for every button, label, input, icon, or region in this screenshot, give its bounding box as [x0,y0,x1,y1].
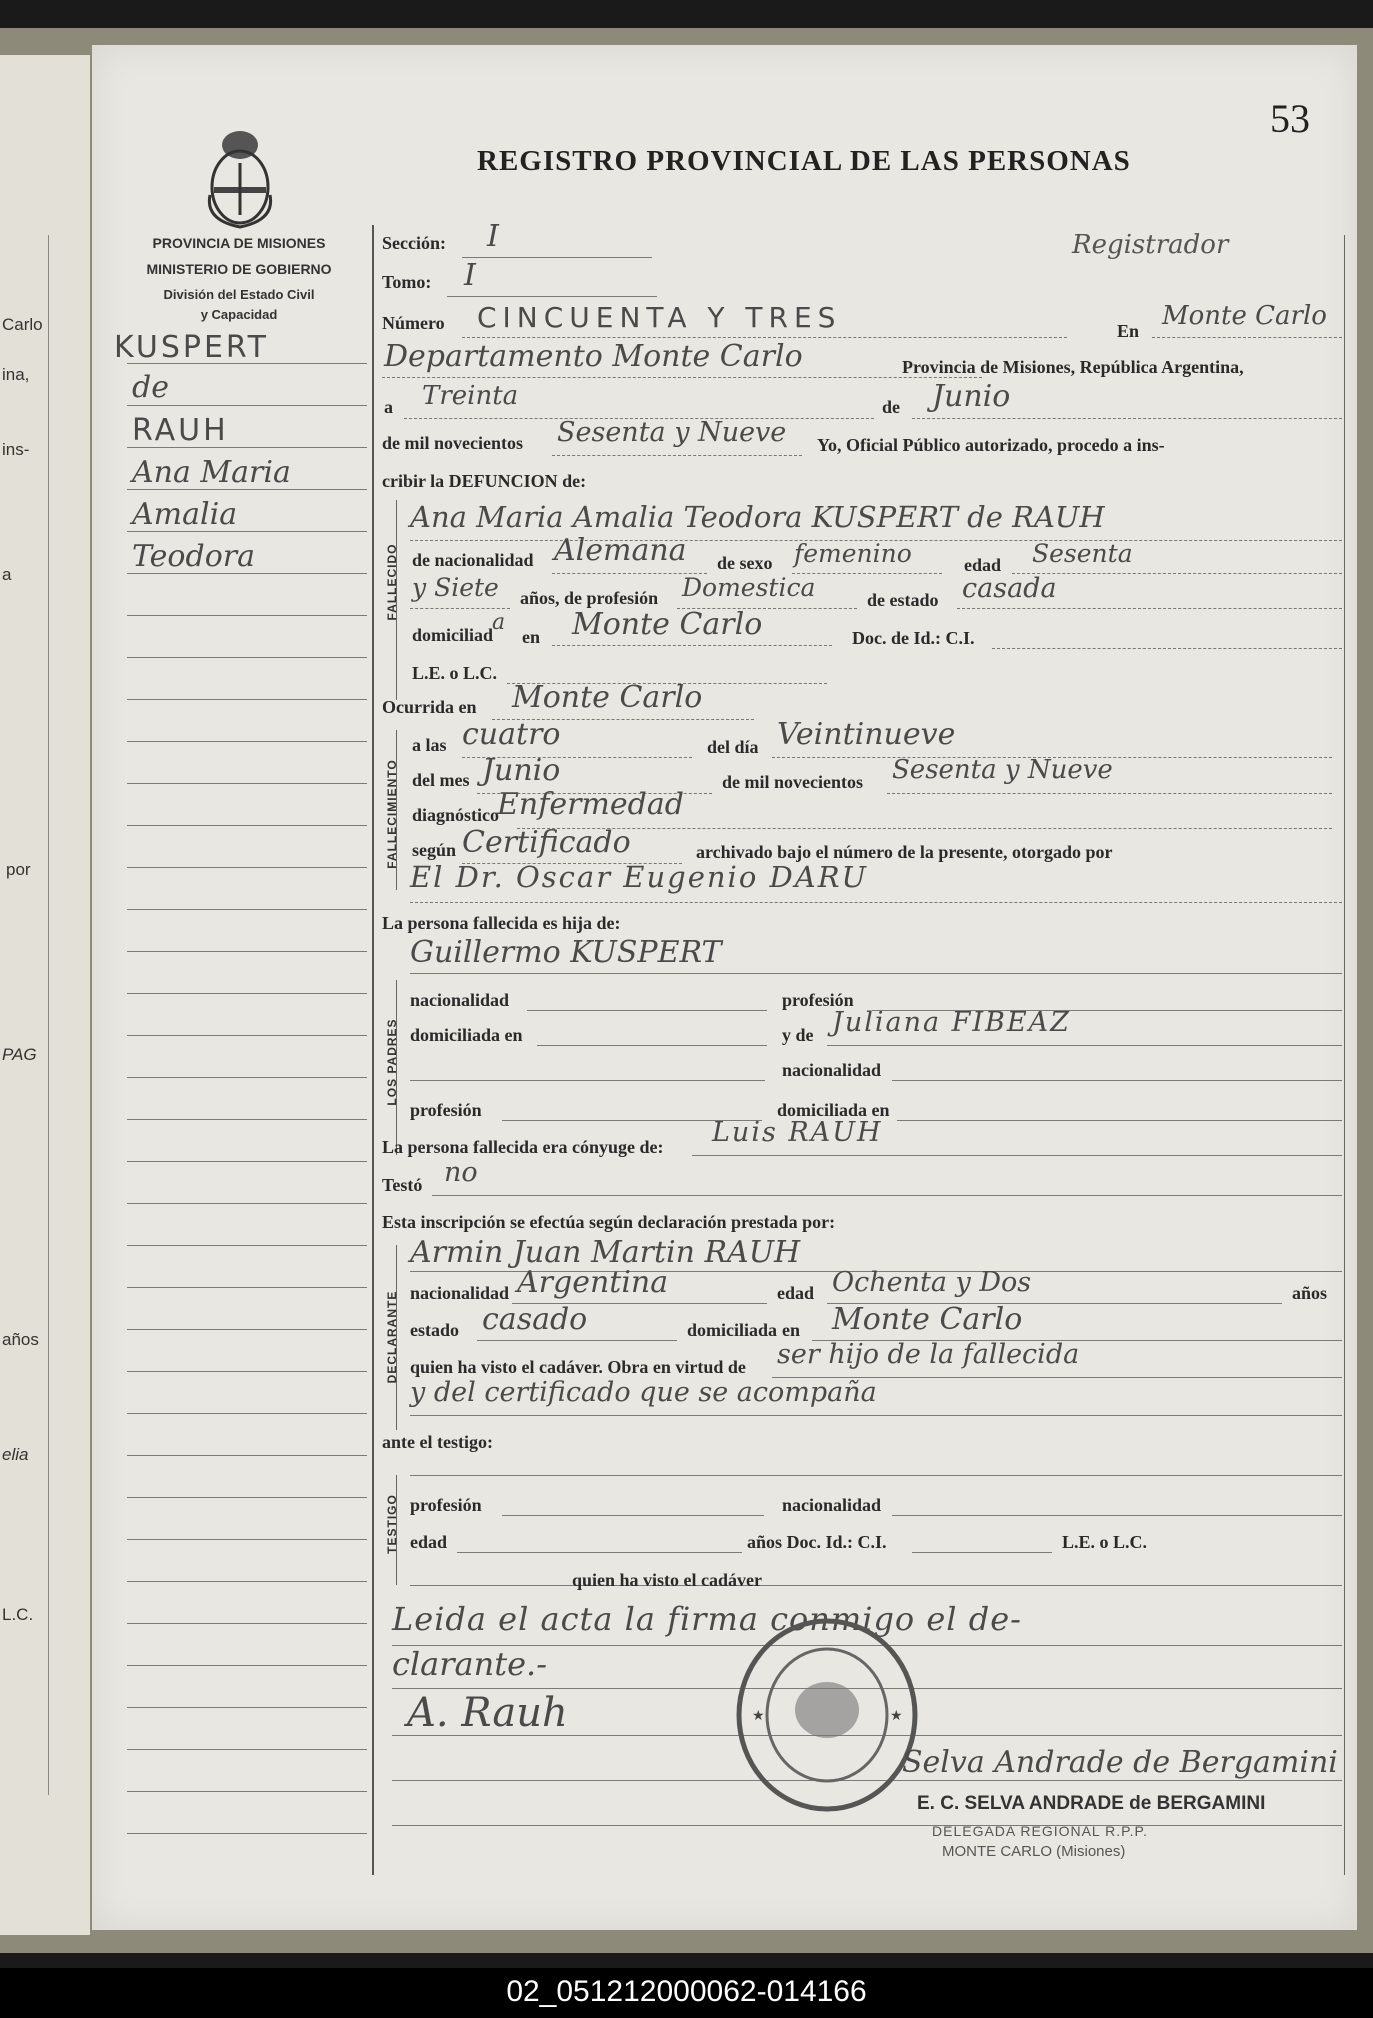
label-declarante-estado: estado [410,1320,459,1340]
margin-rule [127,1329,367,1330]
line-declarante-estado [477,1340,677,1341]
fragment-5: por [6,860,31,879]
margin-rule [127,447,367,448]
label-en2: en [522,627,540,647]
margin-rule [127,1581,367,1582]
side-label-testigo: TESTIGO [385,1494,399,1554]
line-madre [827,1045,1342,1046]
fragment-8: elia [2,1445,29,1464]
line-firma-3 [392,1825,1342,1826]
margin-rule [127,1203,367,1204]
line-en [1152,337,1342,338]
line-domicilio [552,645,832,646]
fragment-3: ins- [2,440,30,459]
line-testigo-doc [912,1552,1052,1553]
fragment-2: ina, [2,365,30,384]
fragment-6: PAG [2,1045,37,1064]
value-domicilio: Monte Carlo [572,607,763,642]
register-page [92,45,1357,1930]
margin-given-2: Amalia [132,497,238,532]
line-padre [410,973,1342,974]
margin-rule [127,1287,367,1288]
margin-rule [127,1455,367,1456]
margin-rule [127,783,367,784]
line-testo [432,1195,1342,1196]
label-tomo: Tomo: [382,272,432,292]
side-label-declarante: DECLARANTE [385,1290,399,1384]
label-declarante-anos: años [1292,1283,1328,1303]
value-declarante: Armin Juan Martin RAUH [410,1235,801,1270]
svg-text:★: ★ [890,1708,903,1724]
margin-rule [127,1035,367,1036]
line-obra-2 [410,1415,1342,1416]
margin-rule [127,1707,367,1708]
label-y-de: y de [782,1025,814,1045]
declarant-signature: A. Rauh [407,1690,568,1736]
division-line-2: y Capacidad [200,307,278,322]
margin-rule [127,1539,367,1540]
value-conyuge: Luis RAUH [712,1117,883,1148]
line-anio-2 [887,793,1332,794]
margin-given-1: Ana Maria [132,455,291,490]
margin-rule [127,363,367,364]
margin-rule [127,825,367,826]
value-anio-2: Sesenta y Nueve [892,755,1113,785]
left-page-rule [48,235,49,1795]
label-yo-oficial: Yo, Oficial Público autorizado, procedo a ins- [817,435,1165,455]
label-profesion: años, de profesión [520,588,659,608]
line-numero [462,337,1067,338]
side-label-fallecido: FALLECIDO [385,543,399,621]
value-padre: Guillermo KUSPERT [410,935,722,970]
value-departamento: Departamento Monte Carlo [384,339,803,374]
label-madre-nacionalidad: nacionalidad [782,1060,882,1080]
label-testigo-profesion: profesión [410,1495,482,1515]
svg-text:★: ★ [752,1708,765,1724]
value-madre: Juliana FIBEAZ [832,1007,1071,1038]
value-nacionalidad: Alemana [554,533,687,568]
division-line-1: División del Estado Civil [163,287,315,302]
margin-rauh: RAUH [132,413,229,448]
line-otorgado [410,902,1342,903]
label-domiciliad: domiciliad [412,625,494,645]
value-otorgado: El Dr. Oscar Eugenio DARU [410,860,868,894]
coat-of-arms-icon [200,125,280,240]
label-en: En [1117,321,1140,341]
line-edad-2 [410,608,510,609]
margin-rule [127,615,367,616]
margin-rule [127,993,367,994]
value-testo: no [444,1157,478,1188]
margin-rule [127,1665,367,1666]
margin-rule [127,573,367,574]
value-a: Treinta [422,381,519,411]
label-de-mil: de mil novecientos [382,433,523,453]
margin-rule [127,699,367,700]
line-padres-extra [410,1080,765,1081]
page-number: 53 [1270,96,1310,141]
label-testigo-edad: edad [410,1532,448,1552]
margin-rule [127,1119,367,1120]
side-label-fallecimiento: FALLECIMIENTO [385,759,399,869]
line-edad [1012,573,1342,574]
label-edad: edad [964,555,1002,575]
value-tomo: I [464,258,476,293]
margin-given-3: Teodora [132,539,255,574]
value-declarante-domicilio: Monte Carlo [832,1302,1023,1337]
margin-rule [127,909,367,910]
label-testo: Testó [382,1175,423,1195]
official-signature: Selva Andrade de Bergamini [902,1745,1338,1780]
line-estado [957,608,1342,609]
margin-rule [127,1413,367,1414]
fragment-4: a [2,565,12,584]
line-doc-id [992,648,1342,649]
label-declarante-en: en [782,1320,800,1340]
margin-rule [127,1749,367,1750]
fragment-7: años [2,1330,39,1349]
label-ante-testigo: ante el testigo: [382,1432,493,1452]
label-de-mil-2: de mil novecientos [722,772,863,792]
value-nombre: Ana Maria Amalia Teodora KUSPERT de RAUH [410,500,1105,534]
value-lectura-1: Leida el acta la firma conmigo el de- [392,1600,1022,1638]
value-declarante-estado: casado [482,1302,588,1337]
line-seccion [462,257,652,258]
value-obra-2: y del certificado que se acompaña [410,1377,877,1408]
label-inscribir: cribir la DEFUNCION de: [382,471,587,491]
fragment-1: Carlo [2,315,43,334]
page-title: REGISTRO PROVINCIAL DE LAS PERSONAS [477,145,1131,177]
label-dia: del día [707,737,759,757]
official-seal-icon [732,1615,922,1820]
previous-page-edge [0,55,90,1935]
line-conyuge [692,1155,1342,1156]
margin-rule [127,531,367,532]
margin-rule [127,1371,367,1372]
margin-rule [127,489,367,490]
margin-rule [127,951,367,952]
label-diagnostico: diagnóstico [412,805,500,825]
value-sexo: femenino [794,539,912,568]
line-padre-nacionalidad [527,1010,767,1011]
margin-rule [127,1161,367,1162]
value-edad-1: Sesenta [1032,539,1133,568]
label-declarante-domiciliada: domiciliada [687,1320,778,1340]
label-padre-profesion: profesión [782,990,854,1010]
value-obra-1: ser hijo de la fallecida [777,1339,1080,1370]
label-a-las: a las [412,735,447,755]
column-divider [372,225,374,1875]
label-hija-de: La persona fallecida es hija de: [382,913,621,933]
ministry-name: MINISTERIO DE GOBIERNO [146,261,332,277]
label-madre-profesion: profesión [410,1100,482,1120]
line-anio [552,455,802,456]
line-departamento [382,377,982,378]
line-testigo-bottom [410,1585,1342,1586]
value-ocurrida: Monte Carlo [512,680,703,715]
value-segun: Certificado [462,825,631,860]
line-madre-domicilio [897,1120,1342,1121]
value-numero: CINCUENTA Y TRES [477,301,842,334]
label-testigo-le: L.E. o L.C. [1062,1532,1148,1552]
label-declarante-nacionalidad: nacionalidad [410,1283,510,1303]
stamp-name: E. C. SELVA ANDRADE de BERGAMINI [917,1793,1266,1814]
label-sexo: de sexo [717,553,773,573]
margin-rule [127,1245,367,1246]
value-lectura-2: clarante.- [392,1645,547,1683]
value-de: Junio [932,379,1011,414]
label-testigo-doc: años Doc. Id.: C.I. [747,1532,887,1552]
value-domiciliad-suffix: a [492,610,506,635]
label-mes: del mes [412,770,470,790]
margin-rule [127,405,367,406]
value-estado: casada [962,573,1057,604]
label-visto: quien ha visto el cadáver. Obra en virtud de [410,1357,746,1377]
label-madre-domicilio: domiciliada en [777,1100,890,1120]
value-mes: Junio [482,753,561,788]
margin-rule [127,1497,367,1498]
value-anio: Sesenta y Nueve [557,417,787,448]
label-testigo-nacionalidad: nacionalidad [782,1495,882,1515]
margin-rule [127,867,367,868]
side-label-padres: LOS PADRES [385,1018,399,1106]
line-testigo [410,1475,1342,1476]
value-seccion: I [487,219,499,254]
line-padre-domicilio [537,1045,767,1046]
value-dia: Veintinueve [777,717,956,752]
label-testigo-visto: quien ha visto el cadáver [572,1570,763,1590]
label-seccion: Sección: [382,233,446,253]
margin-rule [127,741,367,742]
margin-surname: KUSPERT [114,330,269,365]
label-provincia: Provincia de Misiones, República Argentina, [902,357,1244,377]
label-numero: Número [382,313,445,333]
label-inscripcion: Esta inscripción se efectúa según declaración prestada por: [382,1212,836,1232]
value-diagnostico: Enfermedad [497,787,684,822]
stamp-role: DELEGADA REGIONAL R.P.P. [932,1823,1148,1839]
fragment-9: L.C. [2,1605,34,1624]
image-caption: 02_051212000062-014166 [506,1975,867,2008]
value-profesion: Domestica [682,573,816,602]
value-en: Monte Carlo [1162,301,1327,331]
line-tomo [447,296,657,297]
margin-rule [127,1833,367,1834]
margin-de: de [132,370,169,405]
margin-rule [127,657,367,658]
line-testigo-edad [457,1552,742,1553]
label-archivado: archivado bajo el número de la presente, otorgado por [696,842,1113,862]
label-declarante-edad: edad [777,1283,815,1303]
label-doc-id: Doc. de Id.: C.I. [852,628,975,648]
value-edad-2: y Siete [412,573,499,602]
label-a: a [384,397,393,417]
line-de [912,418,1342,419]
stamp-place: MONTE CARLO (Misiones) [942,1843,1126,1860]
label-estado: de estado [867,590,939,610]
margin-rule [127,1623,367,1624]
margin-rule [127,1077,367,1078]
label-conyuge: La persona fallecida era cónyuge de: [382,1137,664,1157]
label-ocurrida: Ocurrida en [382,697,477,717]
label-segun: según [412,840,457,860]
value-declarante-nacionalidad: Argentina [517,1265,669,1300]
line-madre-nacionalidad [892,1080,1342,1081]
margin-rule [127,1791,367,1792]
label-nacionalidad: de nacionalidad [412,550,534,570]
value-hora: cuatro [462,717,561,752]
right-border [1344,235,1345,1875]
label-padre-nacionalidad: nacionalidad [410,990,510,1010]
label-de: de [882,397,900,417]
label-le-lc: L.E. o L.C. [412,663,498,683]
line-testigo-profesion [502,1515,764,1516]
registrar-signature: Registrador [1072,230,1229,260]
province-name: PROVINCIA DE MISIONES [152,235,326,251]
value-declarante-edad: Ochenta y Dos [832,1267,1032,1298]
line-diagnostico [517,828,1332,829]
label-padre-domicilio: domiciliada en [410,1025,523,1045]
line-testigo-nacionalidad [892,1515,1342,1516]
